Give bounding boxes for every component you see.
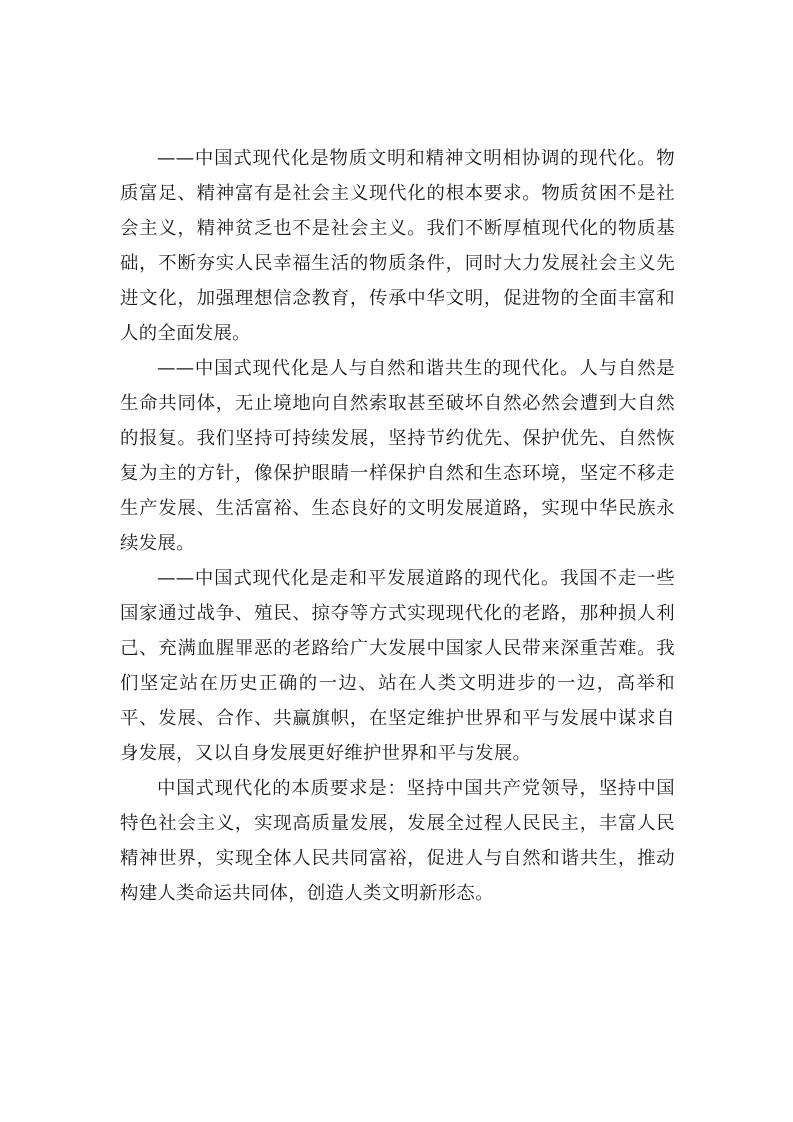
document-body — [120, 141, 675, 911]
paragraph-essential-requirements: 中国式现代化的本质要求是：坚持中国共产党领导，坚持中国特色社会主义，实现高质量发展，发展全过程人民民主，丰富人民精神世界，实现全体人民共同富裕，促进人与自然和谐共生，推动构建人类命运共同体，创造人类文明新形态。 — [120, 778, 675, 904]
paragraph-material-spiritual: ——中国式现代化是物质文明和精神文明相协调的现代化。物质富足、精神富有是社会主义现代化的根本要求。物质贫困不是社会主义，精神贫乏也不是社会主义。我们不断厚植现代化的物质基础，不断夯实人民幸福生活的物质条件，同时大力发展社会主义先进文化，加强理想信念教育，传承中华文明，促进物的全面丰富和人的全面发展。 — [120, 148, 675, 344]
paragraph-peaceful-development: ——中国式现代化是走和平发展道路的现代化。我国不走一些国家通过战争、殖民、掠夺等方式实现现代化的老路，那种损人利己、充满血腥罪恶的老路给广大发展中国家人民带来深重苦难。我们坚定站在历史正确的一边、站在人类文明进步的一边，高举和平、发展、合作、共赢旗帜，在坚定维护世界和平与发展中谋求自身发展，又以自身发展更好维护世界和平与发展。 — [120, 568, 675, 764]
paragraph-human-nature: ——中国式现代化是人与自然和谐共生的现代化。人与自然是生命共同体，无止境地向自然索取甚至破坏自然必然会遭到大自然的报复。我们坚持可持续发展，坚持节约优先、保护优先、自然恢复为主的方针，像保护眼睛一样保护自然和生态环境，坚定不移走生产发展、生活富裕、生态良好的文明发展道路，实现中华民族永续发展。 — [120, 358, 675, 554]
